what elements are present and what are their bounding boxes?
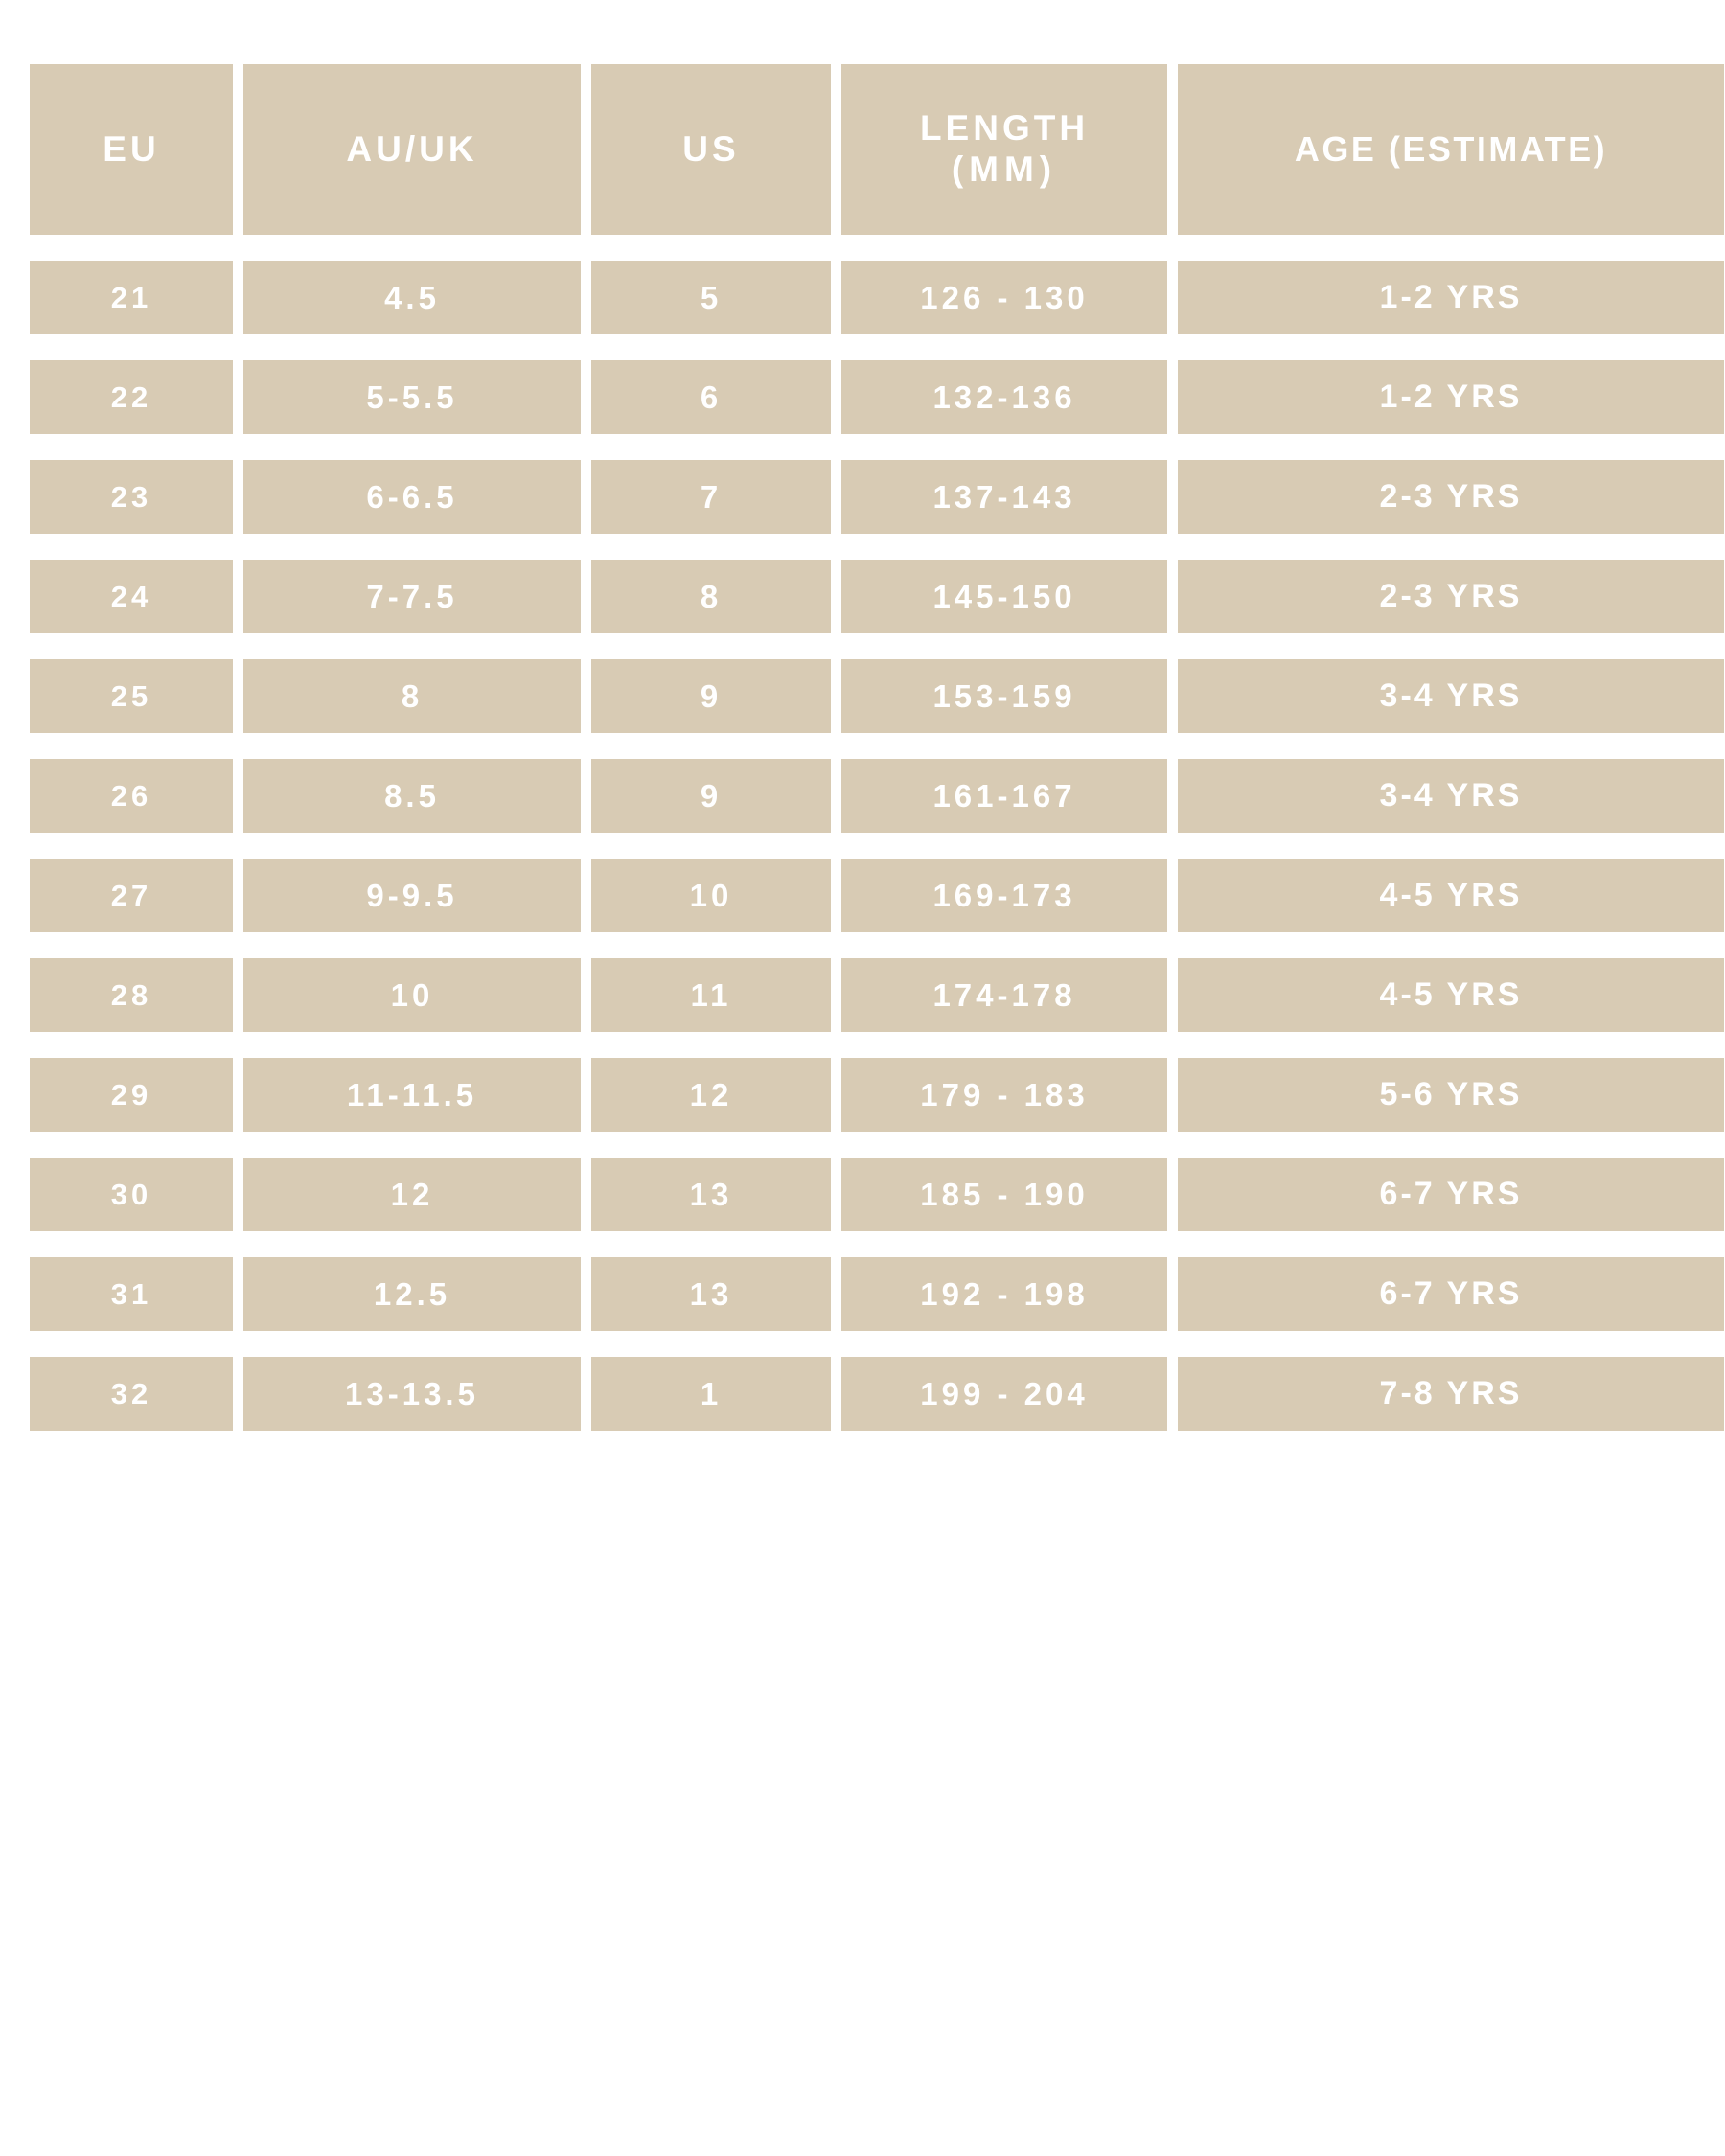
cell-length: 126 - 130 [841,261,1167,334]
cell-age: 5-6 YRS [1178,1058,1724,1132]
cell-us: 11 [591,958,831,1032]
cell-eu: 31 [30,1257,233,1331]
table-row [30,659,1724,733]
cell-age: 1-2 YRS [1178,261,1724,334]
table-row [30,261,1724,334]
column-header-au-uk: AU/UK [243,64,581,235]
table-header [30,64,1724,235]
column-header-age: AGE (ESTIMATE) [1178,64,1724,235]
cell-us: 12 [591,1058,831,1132]
table-row [30,460,1724,534]
cell-length: 137-143 [841,460,1167,534]
cell-length: 185 - 190 [841,1158,1167,1231]
cell-au-uk: 5-5.5 [243,360,581,434]
cell-age: 6-7 YRS [1178,1158,1724,1231]
cell-age: 4-5 YRS [1178,859,1724,932]
cell-eu: 30 [30,1158,233,1231]
table-row [30,560,1724,633]
cell-age: 7-8 YRS [1178,1357,1724,1431]
cell-length: 132-136 [841,360,1167,434]
column-header-length [841,64,1167,235]
cell-au-uk: 4.5 [243,261,581,334]
cell-au-uk: 12 [243,1158,581,1231]
cell-au-uk: 6-6.5 [243,460,581,534]
cell-au-uk: 7-7.5 [243,560,581,633]
cell-au-uk: 8.5 [243,759,581,833]
cell-eu: 29 [30,1058,233,1132]
cell-us: 13 [591,1257,831,1331]
cell-age: 4-5 YRS [1178,958,1724,1032]
cell-length: 145-150 [841,560,1167,633]
cell-au-uk: 13-13.5 [243,1357,581,1431]
cell-age: 6-7 YRS [1178,1257,1724,1331]
cell-length: 161-167 [841,759,1167,833]
table-row [30,1357,1724,1431]
cell-age: 2-3 YRS [1178,560,1724,633]
cell-length: 174-178 [841,958,1167,1032]
cell-eu: 27 [30,859,233,932]
table-row [30,759,1724,833]
shoe-size-table [19,38,1725,1456]
cell-age: 3-4 YRS [1178,759,1724,833]
cell-us: 6 [591,360,831,434]
cell-length: 179 - 183 [841,1058,1167,1132]
cell-us: 9 [591,659,831,733]
cell-au-uk: 8 [243,659,581,733]
cell-au-uk: 12.5 [243,1257,581,1331]
cell-us: 5 [591,261,831,334]
cell-eu: 28 [30,958,233,1032]
cell-us: 7 [591,460,831,534]
cell-eu: 24 [30,560,233,633]
cell-au-uk: 9-9.5 [243,859,581,932]
column-header-length-line2: (MM) [951,149,1058,189]
column-header-eu: EU [30,64,233,235]
table-row [30,1058,1724,1132]
cell-eu: 23 [30,460,233,534]
cell-length: 192 - 198 [841,1257,1167,1331]
cell-us: 1 [591,1357,831,1431]
table-row [30,859,1724,932]
table-body [30,261,1724,1431]
cell-eu: 25 [30,659,233,733]
cell-us: 9 [591,759,831,833]
table-row [30,360,1724,434]
table-header-row [30,64,1724,235]
cell-au-uk: 10 [243,958,581,1032]
cell-length: 199 - 204 [841,1357,1167,1431]
cell-eu: 26 [30,759,233,833]
cell-length: 153-159 [841,659,1167,733]
cell-age: 2-3 YRS [1178,460,1724,534]
column-header-us: US [591,64,831,235]
cell-us: 8 [591,560,831,633]
table-row [30,1158,1724,1231]
cell-eu: 21 [30,261,233,334]
cell-us: 13 [591,1158,831,1231]
cell-au-uk: 11-11.5 [243,1058,581,1132]
table-row [30,1257,1724,1331]
table-row [30,958,1724,1032]
cell-length: 169-173 [841,859,1167,932]
cell-age: 1-2 YRS [1178,360,1724,434]
cell-eu: 22 [30,360,233,434]
cell-age: 3-4 YRS [1178,659,1724,733]
column-header-length-line1: LENGTH [919,108,1090,149]
cell-eu: 32 [30,1357,233,1431]
cell-us: 10 [591,859,831,932]
